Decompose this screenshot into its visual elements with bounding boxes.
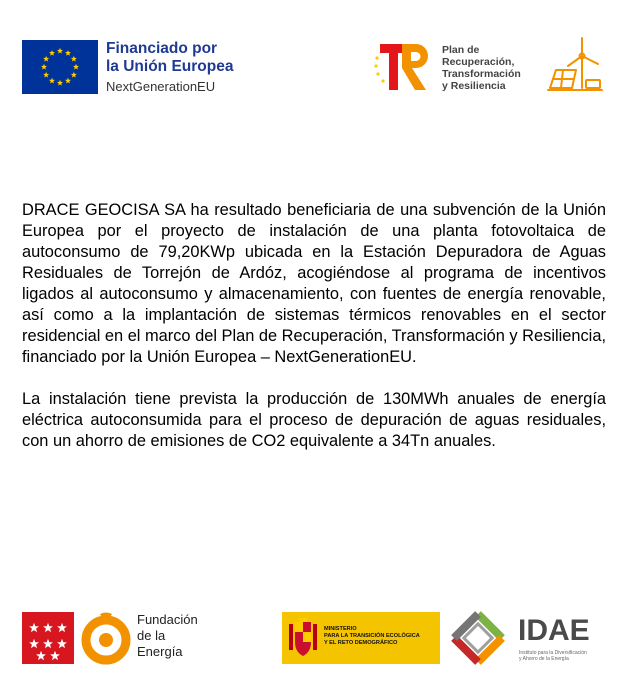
eu-star-icon <box>71 56 77 62</box>
eu-star-icon <box>65 50 71 56</box>
prtr-logo-text <box>442 44 521 92</box>
prtr-line3: Transformación <box>442 68 521 80</box>
eu-star-icon <box>41 64 47 70</box>
prtr-line4: y Resiliencia <box>442 80 506 92</box>
ministerio-line2: PARA LA TRANSICIÓN ECOLÓGICA <box>324 633 420 639</box>
idae-title: IDAE <box>518 614 590 647</box>
ministerio-line1: MINISTERIO <box>324 626 357 632</box>
fundacion-line2: de la <box>137 628 166 643</box>
eu-star-icon <box>43 72 49 78</box>
eu-star-icon <box>57 80 63 86</box>
prtr-line1: Plan de <box>442 44 480 56</box>
eu-star-icon <box>49 78 55 84</box>
fundacion-line3: Energía <box>137 644 183 659</box>
eu-funding-logo <box>22 40 252 98</box>
idae-sub-line2: y Ahorro de la Energía <box>519 656 569 662</box>
eu-logo-text <box>106 40 233 96</box>
eu-star-icon <box>57 48 63 54</box>
fundacion-text <box>137 612 198 660</box>
eu-star-icon <box>71 72 77 78</box>
ministerio-line3: Y EL RETO DEMOGRÁFICO <box>324 640 398 646</box>
madrid-star-icon <box>29 623 39 632</box>
madrid-star-icon <box>50 651 60 660</box>
madrid-star-icon <box>29 639 39 648</box>
eu-star-icon <box>43 56 49 62</box>
madrid-star-icon <box>36 651 46 660</box>
paragraph-subsidy: DRACE GEOCISA SA ha resultado beneficiaria de una subvención de la Unión Europea por el proyecto de instalación de una planta fotovoltaica de autoconsumo de 79,20KWp ubicada en la Estación Depuradora de Aguas Residuales de Torrejón de Ardóz, acogiéndose al programa de incentivos ligados al autoconsumo y almacenamiento, con fuentes de energía renovable, así como a la implantación de sistemas térmicos renovables en el sector residencial en el marco del Plan de Recuperación, Transformación y Resiliencia, financiado por la Unión Europea – NextGenerationEU. <box>22 201 606 366</box>
eu-logo-line3: NextGenerationEU <box>106 79 216 94</box>
fundacion-line1: Fundación <box>137 612 198 627</box>
ministerio-logo <box>282 612 440 664</box>
eu-star-icon <box>49 50 55 56</box>
eu-logo-line2: la Unión Europea <box>106 58 234 75</box>
madrid-star-icon <box>43 639 53 648</box>
fundacion-ring-icon <box>80 610 132 666</box>
idae-logo <box>446 606 616 670</box>
madrid-star-icon <box>57 623 67 632</box>
prtr-mark-icon <box>372 40 434 96</box>
spain-coat-of-arms-icon <box>288 618 318 658</box>
fundacion-energia-logo <box>80 608 210 670</box>
announcement-text <box>22 200 606 473</box>
comunidad-madrid-flag-icon <box>22 612 74 664</box>
eu-flag-icon <box>22 40 98 94</box>
eu-star-icon <box>73 64 79 70</box>
paragraph-production: La instalación tiene prevista la producción de 130MWh anuales de energía eléctrica autoconsumida para el proceso de depuración de aguas residuales, con un ahorro de emisiones de CO2 equivalente a 34Tn anuales. <box>22 390 606 450</box>
prtr-logo <box>372 40 542 98</box>
wind-turbine-solar-panel-icon <box>546 36 604 94</box>
prtr-line2: Recuperación, <box>442 56 515 68</box>
ministerio-text <box>324 626 420 647</box>
madrid-star-icon <box>57 639 67 648</box>
idae-sub-line1: Instituto para la Diversificación <box>519 650 587 656</box>
idae-mark-icon <box>446 608 510 668</box>
eu-star-icon <box>65 78 71 84</box>
idae-subtitle <box>519 650 587 662</box>
madrid-star-icon <box>43 623 53 632</box>
eu-logo-line1: Financiado por <box>106 40 218 57</box>
